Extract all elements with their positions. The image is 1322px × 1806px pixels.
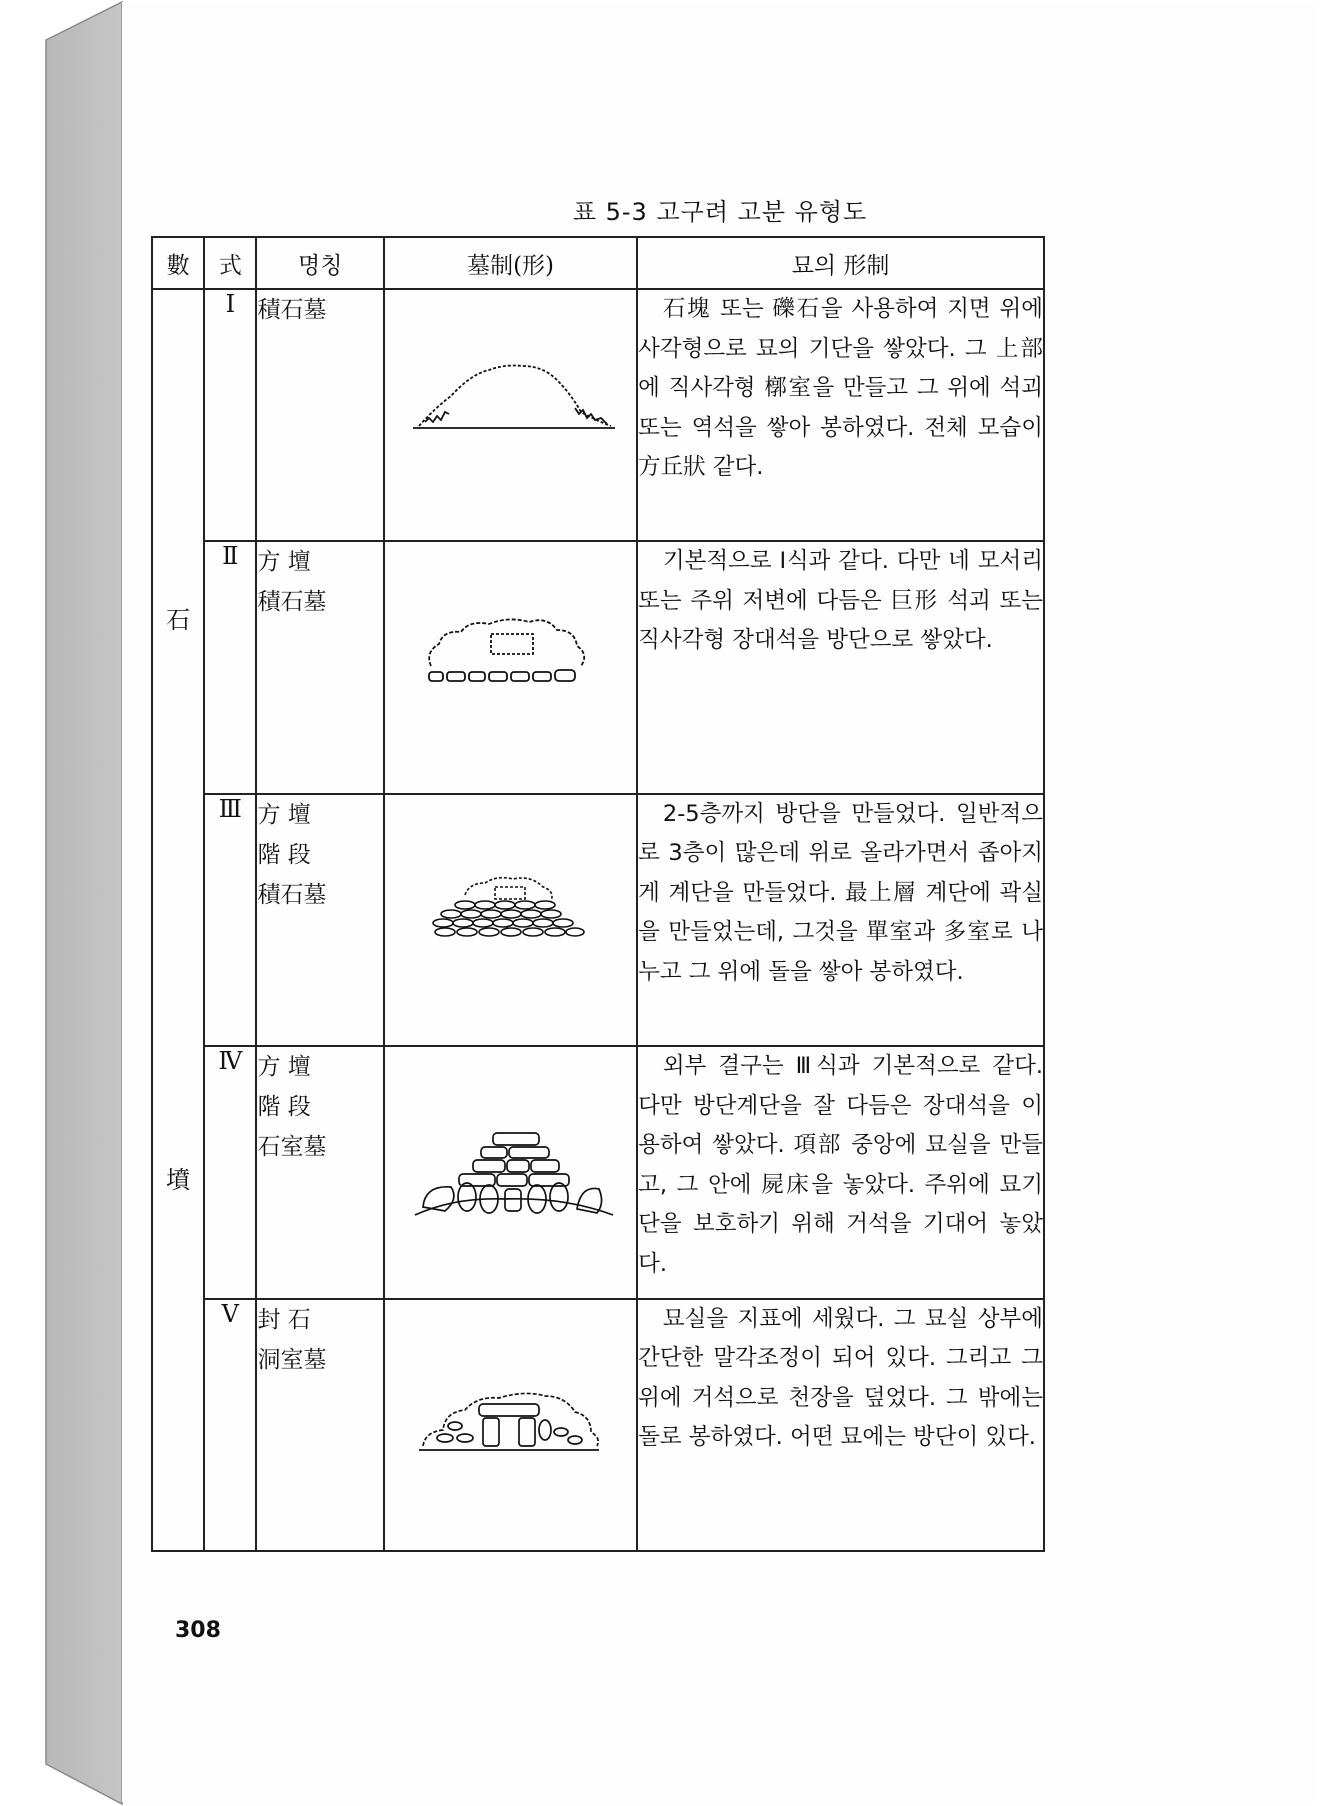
description-cell: 외부 결구는 Ⅲ식과 기본적으로 같다. 다만 방단계단을 잘 다듬은 장대석을 이용하여 쌓았다. 項部 중앙에 묘실을 만들고, 그 안에 屍床을 놓았다. 주위에 묘기단을 보호하기 위해 거석을 기대어 놓았다. (637, 1046, 1044, 1298)
header-type: 式 (204, 237, 256, 289)
table-row (152, 1046, 1044, 1298)
table-row (152, 541, 1044, 793)
description-cell: 石塊 또는 礫石을 사용하여 지면 위에 사각형으로 묘의 기단을 쌓았다. 그 上部에 직사각형 槨室을 만들고 그 위에 석괴 또는 역석을 쌓아 봉하였다. 전체 모습이 方丘狀 같다. (637, 289, 1044, 541)
table-title: 표 5-3 고구려 고분 유형도 (572, 198, 868, 226)
description-cell: 기본적으로 Ⅰ식과 같다. 다만 네 모서리 또는 주위 저변에 다듬은 巨形 석괴 또는 직사각형 장대석을 방단으로 쌓았다. (637, 541, 1044, 793)
description-cell: 2-5층까지 방단을 만들었다. 일반적으로 3층이 많은데 위로 올라가면서 좁아지게 계단을 만들었다. 最上層 계단에 곽실을 만들었는데, 그것을 單室과 多室로 나누고 그 위에 돌을 쌓아 봉하였다. (637, 794, 1044, 1046)
book-edge (0, 0, 124, 1806)
name-cell: 方 壇 階 段 積石墓 (256, 794, 384, 1046)
figure-cell (384, 289, 637, 541)
figure-cell (384, 794, 637, 1046)
stepped-mound-drawing (385, 795, 637, 1045)
header-name: 명칭 (256, 237, 384, 289)
category-cell (152, 289, 204, 1551)
sealed-stone-chamber-drawing (385, 1300, 637, 1550)
category-char: 墳 (166, 1166, 191, 1195)
figure-cell (384, 541, 637, 793)
header-figure: 墓制(形) (384, 237, 637, 289)
header-category: 數 (152, 237, 204, 289)
table-row (152, 1299, 1044, 1551)
name-cell: 封 石 洞室墓 (256, 1299, 384, 1551)
stepped-stone-chamber-drawing (385, 1047, 637, 1297)
tomb-type-table (151, 236, 1045, 1552)
category-char: 石 (166, 606, 191, 635)
type-cell: Ⅱ (204, 541, 256, 793)
page-number: 308 (175, 1618, 221, 1643)
type-cell: Ⅰ (204, 289, 256, 541)
stone-mound-drawing (385, 290, 637, 540)
header-description: 묘의 形制 (637, 237, 1044, 289)
figure-cell (384, 1299, 637, 1551)
name-cell: 方 壇 階 段 石室墓 (256, 1046, 384, 1298)
name-cell: 方 壇 積石墓 (256, 541, 384, 793)
description-cell: 묘실을 지표에 세웠다. 그 묘실 상부에 간단한 말각조정이 되어 있다. 그리고 그 위에 거석으로 천장을 덮었다. 그 밖에는 돌로 봉하였다. 어떤 묘에는 방단이 있다. (637, 1299, 1044, 1551)
table-row (152, 289, 1044, 541)
header-row (152, 237, 1044, 289)
type-cell: Ⅲ (204, 794, 256, 1046)
square-base-mound-drawing (385, 542, 637, 792)
type-cell: Ⅳ (204, 1046, 256, 1298)
type-cell: Ⅴ (204, 1299, 256, 1551)
figure-cell (384, 1046, 637, 1298)
name-cell: 積石墓 (256, 289, 384, 541)
table-row (152, 794, 1044, 1046)
